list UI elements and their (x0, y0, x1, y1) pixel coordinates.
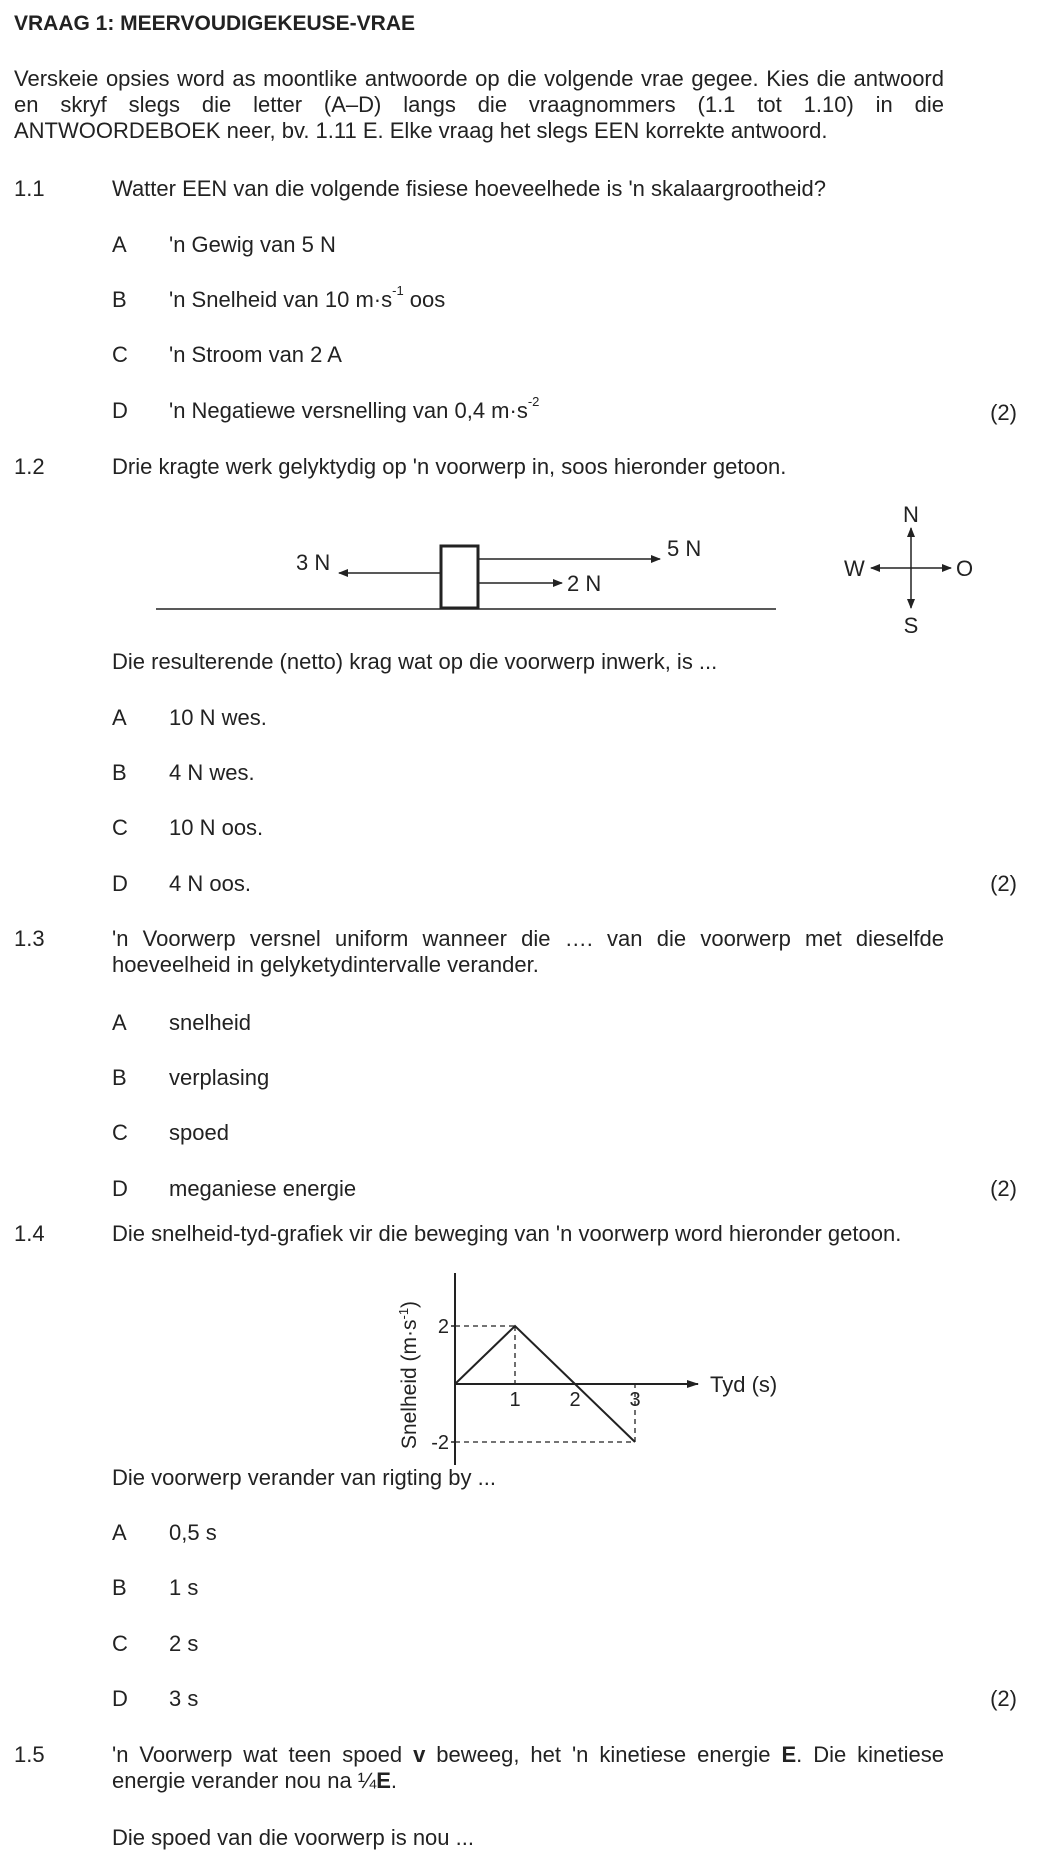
symbol-e: E (781, 1742, 797, 1767)
option-letter: C (112, 342, 128, 367)
symbol-v: v (413, 1742, 426, 1767)
option-text: 2 s (169, 1631, 199, 1656)
y-tick-label: 2 (437, 1316, 449, 1338)
velocity-time-graph (380, 1265, 800, 1470)
x-axis-label: Tyd (s) (710, 1372, 778, 1397)
option-text: verplasing (169, 1065, 270, 1090)
marks: (2) (990, 1686, 1017, 1711)
option-letter: A (112, 232, 127, 257)
force-label-5n: 5 N (667, 536, 702, 561)
x-tick-label: 1 (509, 1389, 521, 1411)
option-letter: D (112, 1686, 128, 1711)
instructions: Verskeie opsies word as moontlike antwoorde op die volgende vrae gegee. Kies die antwoord en skryf slegs die letter (A–D) langs die vraagnommers (1.1 tot 1.10) in die ANTWOORDEBOEK neer, bv. 1.11 E. Elke vraag het slegs EEN korrekte antwoord. (14, 66, 944, 143)
option-letter: B (112, 1065, 127, 1090)
force-label-2n: 2 N (567, 571, 602, 596)
object-box (441, 546, 478, 608)
option-letter: D (112, 1176, 128, 1201)
text-part: 'n Voorwerp wat teen spoed (112, 1742, 414, 1767)
question-number: 1.5 (14, 1742, 45, 1767)
compass-north-label: N (903, 502, 919, 527)
option-letter: A (112, 705, 127, 730)
option-text: meganiese energie (169, 1176, 357, 1201)
question-text: Die snelheid-tyd-grafiek vir die beweging van 'n voorwerp word hieronder getoon. (112, 1221, 902, 1246)
option-letter: B (112, 287, 127, 312)
option-text: 4 N wes. (169, 760, 255, 785)
question-stem: Die spoed van die voorwerp is nou ... (112, 1825, 474, 1850)
option-text: snelheid (169, 1010, 251, 1035)
option-text: 4 N oos. (169, 871, 251, 896)
question-stem: Die resulterende (netto) krag wat op die voorwerp inwerk, is ... (112, 649, 718, 674)
option-letter: B (112, 760, 127, 785)
option-letter: A (112, 1520, 127, 1545)
question-text: Drie kragte werk gelyktydig op 'n voorwerp in, soos hieronder getoon. (112, 454, 787, 479)
question-number: 1.3 (14, 926, 45, 951)
unit-exponent: -2 (527, 394, 540, 409)
option-letter: C (112, 1120, 128, 1145)
unit-exponent: -1 (392, 283, 404, 298)
option-text: spoed (169, 1120, 229, 1145)
option-text: 'n Gewig van 5 N (169, 232, 336, 257)
option-text: 3 s (169, 1686, 199, 1711)
option-letter: B (112, 1575, 127, 1600)
option-letter: C (112, 1631, 128, 1656)
question-text: Watter EEN van die volgende fisiese hoeveelhede is 'n skalaargrootheid? (112, 176, 826, 201)
option-text-main: 'n Snelheid van 10 m·s (169, 287, 393, 312)
question-stem: Die voorwerp verander van rigting by ... (112, 1465, 496, 1490)
marks: (2) (990, 871, 1017, 896)
option-letter: C (112, 815, 128, 840)
compass-south-label: S (903, 613, 919, 638)
option-text-suffix: oos (403, 287, 446, 312)
compass-east-label: O (956, 556, 974, 581)
y-tick-label: -2 (431, 1432, 449, 1454)
x-tick-label: 2 (569, 1389, 581, 1411)
force-diagram (0, 490, 1043, 650)
question-number: 1.1 (14, 176, 45, 201)
compass-west-label: W (844, 556, 865, 581)
option-text: 10 N oos. (169, 815, 264, 840)
option-text-main: 'n Negatiewe versnelling van 0,4 m·s (169, 398, 528, 423)
option-text: 0,5 s (169, 1520, 217, 1545)
text-part: . (390, 1768, 398, 1793)
question-number: 1.2 (14, 454, 45, 479)
option-letter: A (112, 1010, 127, 1035)
page-title: VRAAG 1: MEERVOUDIGEKEUSE-VRAE (14, 12, 416, 35)
option-text (169, 394, 540, 424)
option-text (169, 283, 446, 313)
option-text: 1 s (169, 1575, 199, 1600)
compass-rose (844, 502, 973, 638)
question-text (112, 1742, 944, 1794)
text-part: beweeg, het 'n kinetiese energie (425, 1742, 782, 1767)
question-number: 1.4 (14, 1221, 45, 1246)
text-part: . Die kinetiese energie verander nou na ¼ (112, 1742, 944, 1793)
x-tick-label: 3 (629, 1389, 641, 1411)
option-letter: D (112, 398, 128, 423)
question-text: 'n Voorwerp versnel uniform wanneer die …. van die voorwerp met dieselfde hoeveelheid in gelyketydintervalle verander. (112, 926, 944, 977)
symbol-e: E (376, 1768, 391, 1793)
force-label-3n: 3 N (296, 550, 331, 575)
marks: (2) (990, 400, 1017, 425)
option-letter: D (112, 871, 128, 896)
marks: (2) (990, 1176, 1017, 1201)
option-text: 10 N wes. (169, 705, 267, 730)
y-axis-label: Snelheid $(m\cdot s^{-1})$ (396, 1300, 421, 1450)
option-text: 'n Stroom van 2 A (169, 342, 342, 367)
